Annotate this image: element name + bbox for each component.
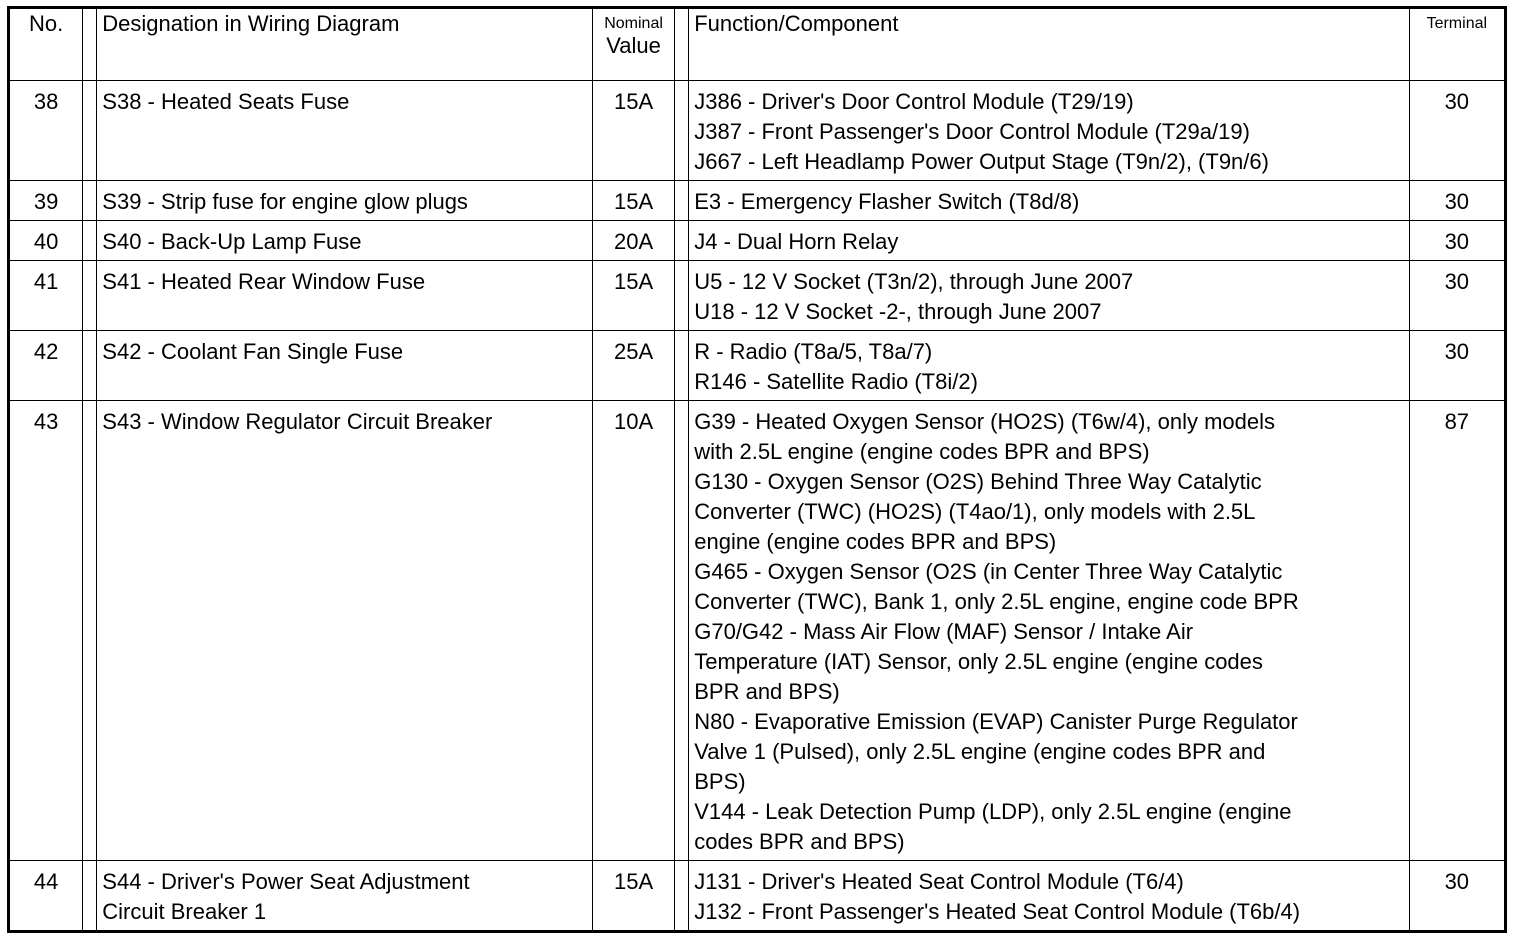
function-line: Converter (TWC), Bank 1, only 2.5L engine, engine code BPR: [694, 589, 1299, 614]
cell-designation: [97, 401, 593, 861]
cell-function: [689, 331, 1409, 401]
header-value-top: Nominal: [604, 15, 663, 32]
cell-function: [689, 81, 1409, 181]
cell-function: [689, 401, 1409, 861]
cell-designation: [97, 221, 593, 261]
cell-terminal: 30: [1409, 331, 1505, 401]
designation-line: S43 - Window Regulator Circuit Breaker: [102, 409, 493, 434]
function-line: G130 - Oxygen Sensor (O2S) Behind Three Way Catalytic: [694, 469, 1262, 494]
function-line: J386 - Driver's Door Control Module (T29/19): [694, 89, 1134, 114]
header-function: Function/Component: [689, 8, 1409, 81]
designation-line: S38 - Heated Seats Fuse: [102, 89, 350, 114]
cell-spacer: [675, 261, 689, 331]
header-designation: Designation in Wiring Diagram: [97, 8, 593, 81]
function-line: G70/G42 - Mass Air Flow (MAF) Sensor / Intake Air: [694, 619, 1194, 644]
fuse-table: [7, 6, 1507, 933]
table-row: [9, 401, 1506, 861]
cell-terminal: 30: [1409, 181, 1505, 221]
header-spacer: [675, 8, 689, 81]
function-line: codes BPR and BPS): [694, 829, 905, 854]
table-body: [9, 81, 1506, 932]
cell-spacer: [83, 221, 97, 261]
function-line: J387 - Front Passenger's Door Control Module (T29a/19): [694, 119, 1250, 144]
function-line: Converter (TWC) (HO2S) (T4ao/1), only models with 2.5L: [694, 499, 1256, 524]
cell-nominal-value: 15A: [592, 261, 674, 331]
header-terminal: [1409, 8, 1505, 81]
function-line: U18 - 12 V Socket -2-, through June 2007: [694, 299, 1102, 324]
table-row: [9, 81, 1506, 181]
cell-designation: [97, 181, 593, 221]
cell-spacer: [675, 221, 689, 261]
function-line: BPS): [694, 769, 746, 794]
cell-designation: [97, 861, 593, 932]
cell-spacer: [83, 81, 97, 181]
table-row: [9, 181, 1506, 221]
cell-spacer: [83, 401, 97, 861]
cell-spacer: [675, 861, 689, 932]
function-line: J667 - Left Headlamp Power Output Stage (T9n/2), (T9n/6): [694, 149, 1269, 174]
cell-spacer: [83, 331, 97, 401]
header-terminal-label: Terminal: [1426, 15, 1488, 32]
cell-terminal: 30: [1409, 221, 1505, 261]
cell-terminal: 30: [1409, 261, 1505, 331]
cell-terminal: 87: [1409, 401, 1505, 861]
function-line: G39 - Heated Oxygen Sensor (HO2S) (T6w/4), only models: [694, 409, 1276, 434]
cell-nominal-value: 25A: [592, 331, 674, 401]
function-line: U5 - 12 V Socket (T3n/2), through June 2007: [694, 269, 1134, 294]
function-line: N80 - Evaporative Emission (EVAP) Canister Purge Regulator: [694, 709, 1298, 734]
function-line: E3 - Emergency Flasher Switch (T8d/8): [694, 189, 1080, 214]
cell-no: 40: [9, 221, 83, 261]
header-no: No.: [9, 8, 83, 81]
table-row: [9, 221, 1506, 261]
table-row: [9, 331, 1506, 401]
function-line: V144 - Leak Detection Pump (LDP), only 2.5L engine (engine: [694, 799, 1292, 824]
cell-no: 42: [9, 331, 83, 401]
function-line: J131 - Driver's Heated Seat Control Module (T6/4): [694, 869, 1184, 894]
cell-no: 39: [9, 181, 83, 221]
function-line: Valve 1 (Pulsed), only 2.5L engine (engine codes BPR and: [694, 739, 1266, 764]
cell-spacer: [83, 181, 97, 221]
function-line: R - Radio (T8a/5, T8a/7): [694, 339, 933, 364]
function-line: Temperature (IAT) Sensor, only 2.5L engine (engine codes: [694, 649, 1263, 674]
cell-designation: [97, 81, 593, 181]
cell-function: [689, 181, 1409, 221]
designation-line: S42 - Coolant Fan Single Fuse: [102, 339, 404, 364]
header-spacer: [83, 8, 97, 81]
function-line: with 2.5L engine (engine codes BPR and BPS): [694, 439, 1150, 464]
designation-line: S40 - Back-Up Lamp Fuse: [102, 229, 362, 254]
function-line: R146 - Satellite Radio (T8i/2): [694, 369, 978, 394]
cell-no: 43: [9, 401, 83, 861]
header-nominal-value: [592, 8, 674, 81]
function-line: engine (engine codes BPR and BPS): [694, 529, 1057, 554]
designation-line: S39 - Strip fuse for engine glow plugs: [102, 189, 468, 214]
cell-designation: [97, 261, 593, 331]
designation-line: S44 - Driver's Power Seat Adjustment: [102, 869, 470, 894]
cell-function: [689, 861, 1409, 932]
table-row: [9, 261, 1506, 331]
function-line: G465 - Oxygen Sensor (O2S (in Center Three Way Catalytic: [694, 559, 1283, 584]
cell-spacer: [83, 861, 97, 932]
cell-spacer: [675, 401, 689, 861]
cell-nominal-value: 20A: [592, 221, 674, 261]
cell-terminal: 30: [1409, 81, 1505, 181]
cell-no: 38: [9, 81, 83, 181]
cell-spacer: [675, 181, 689, 221]
cell-function: [689, 261, 1409, 331]
cell-designation: [97, 331, 593, 401]
table-header: [9, 8, 1506, 81]
function-line: J132 - Front Passenger's Heated Seat Control Module (T6b/4): [694, 899, 1301, 924]
table-row: [9, 861, 1506, 932]
cell-nominal-value: 15A: [592, 81, 674, 181]
designation-line: S41 - Heated Rear Window Fuse: [102, 269, 426, 294]
cell-nominal-value: 15A: [592, 181, 674, 221]
cell-terminal: 30: [1409, 861, 1505, 932]
cell-spacer: [675, 331, 689, 401]
cell-spacer: [83, 261, 97, 331]
cell-no: 44: [9, 861, 83, 932]
cell-no: 41: [9, 261, 83, 331]
function-line: BPR and BPS): [694, 679, 840, 704]
cell-nominal-value: 15A: [592, 861, 674, 932]
cell-nominal-value: 10A: [592, 401, 674, 861]
cell-function: [689, 221, 1409, 261]
function-line: J4 - Dual Horn Relay: [694, 229, 899, 254]
header-value-bottom: Value: [606, 33, 661, 58]
designation-line: Circuit Breaker 1: [102, 899, 267, 924]
cell-spacer: [675, 81, 689, 181]
